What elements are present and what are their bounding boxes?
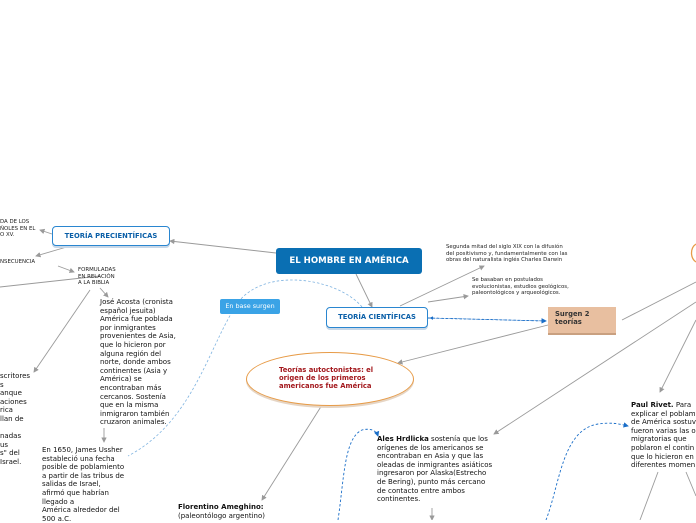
main-topic-node[interactable]: EL HOMBRE EN AMÉRICA (276, 248, 422, 274)
connector-main-to-precientificas (170, 241, 276, 253)
connector-precientificas-left (40, 230, 52, 234)
node-teoria-cientificas[interactable]: TEORÍA CIENTÍFICAS (326, 307, 428, 328)
autoctonistas-label: Teorías autoctonistas: el origen de los primeros americanos fue América (279, 366, 389, 391)
text-james-ussher[interactable]: En 1650, James Ussher estableció una fecha posible de poblamiento a partir de las tribus de salidas de Israel, afirmó que habrían llegado a América alrededor del 500 a.C. (42, 446, 124, 523)
connector-autoctonistas-ameghino (262, 405, 322, 500)
connector-main-to-cientificas (356, 274, 372, 307)
text-segunda-mitad[interactable]: Segunda mitad del siglo XIX con la difusión del positivismo y, fundamentalmente con las obras del naturalista inglés Charles Darwin (446, 244, 567, 264)
rivet-name: Paul Rivet. (631, 401, 674, 409)
relationship-label-en-base-surgen[interactable]: En base surgen (220, 299, 280, 314)
connector-surgen-autoctonistas (398, 325, 548, 363)
connector-precientificas-consecuencia (36, 246, 70, 256)
offscreen-node-edge (692, 244, 696, 262)
ameghino-name: Florentino Ameghino: (178, 503, 264, 511)
connector-rivet-down-1 (640, 472, 658, 520)
node-teorias-autoctonistas[interactable] (246, 352, 414, 406)
text-left-cutoff-4: nadas us s" del Israel. (0, 432, 21, 466)
text-left-cutoff-3: scritores s anque aciones rica llan de (0, 372, 30, 424)
text-paul-rivet[interactable] (631, 401, 696, 470)
text-jose-acosta[interactable]: José Acosta (cronista español jesuita) América fue poblada por inmigrantes provenientes de Asia, que lo hicieron por alguna región del norte, donde ambos continentes (Asia y América) se encontraban más cercanos. Sostenía que en la misma inmigraron también cruzaron animales. (100, 298, 176, 427)
text-ales-hrdlicka[interactable] (377, 435, 492, 504)
connector-rivet-down-2 (686, 472, 696, 496)
rivet-text: Para explicar el poblam de América sostuv fueron varias las o migratorias que poblaron el contin que lo hicieron en diferentes momen (631, 401, 696, 469)
text-left-cutoff-2: NSECUENCIA (0, 259, 35, 266)
ameghino-role: (paleontólogo argentino) (178, 512, 265, 520)
connector-rivet-right (622, 282, 696, 320)
hrdlicka-name: Ales Hrdlicka (377, 435, 429, 443)
connector-cientificas-basaban (428, 296, 468, 302)
hrdlicka-text: sostenía que los orígenes de los americanos se encontraban en Asia y que las oleadas de inmigrantes asiáticos ingresaron por Alaska(Estrecho de Bering), punto más cercano de contacto entre ambos continentes. (377, 435, 492, 503)
connector-hrdlicka-dashed (338, 429, 378, 520)
connector-formuladas-left-text (34, 290, 90, 372)
node-teoria-precientificas[interactable]: TEORÍA PRECIENTÍFICAS (52, 226, 170, 246)
node-surgen-2-teorias[interactable]: Surgen 2 teorías (548, 307, 616, 335)
connector-formuladas-acosta (100, 288, 108, 297)
text-formuladas-biblia[interactable]: FORMULADAS EN RELACIÓN A LA BIBLIA (78, 267, 116, 287)
text-se-basaban[interactable]: Se basaban en postulados evolucionistas, estudios geológicos, paleontológicos y arqueológicos. (472, 277, 569, 297)
text-florentino-ameghino[interactable] (178, 503, 265, 520)
connector-right-rivet (660, 320, 696, 392)
connector-rivet-dashed (546, 423, 628, 520)
text-left-cutoff-1: DA DE LOS ÑOLES EN EL O XV. (0, 219, 35, 239)
connector-precientificas-formuladas (58, 266, 74, 272)
